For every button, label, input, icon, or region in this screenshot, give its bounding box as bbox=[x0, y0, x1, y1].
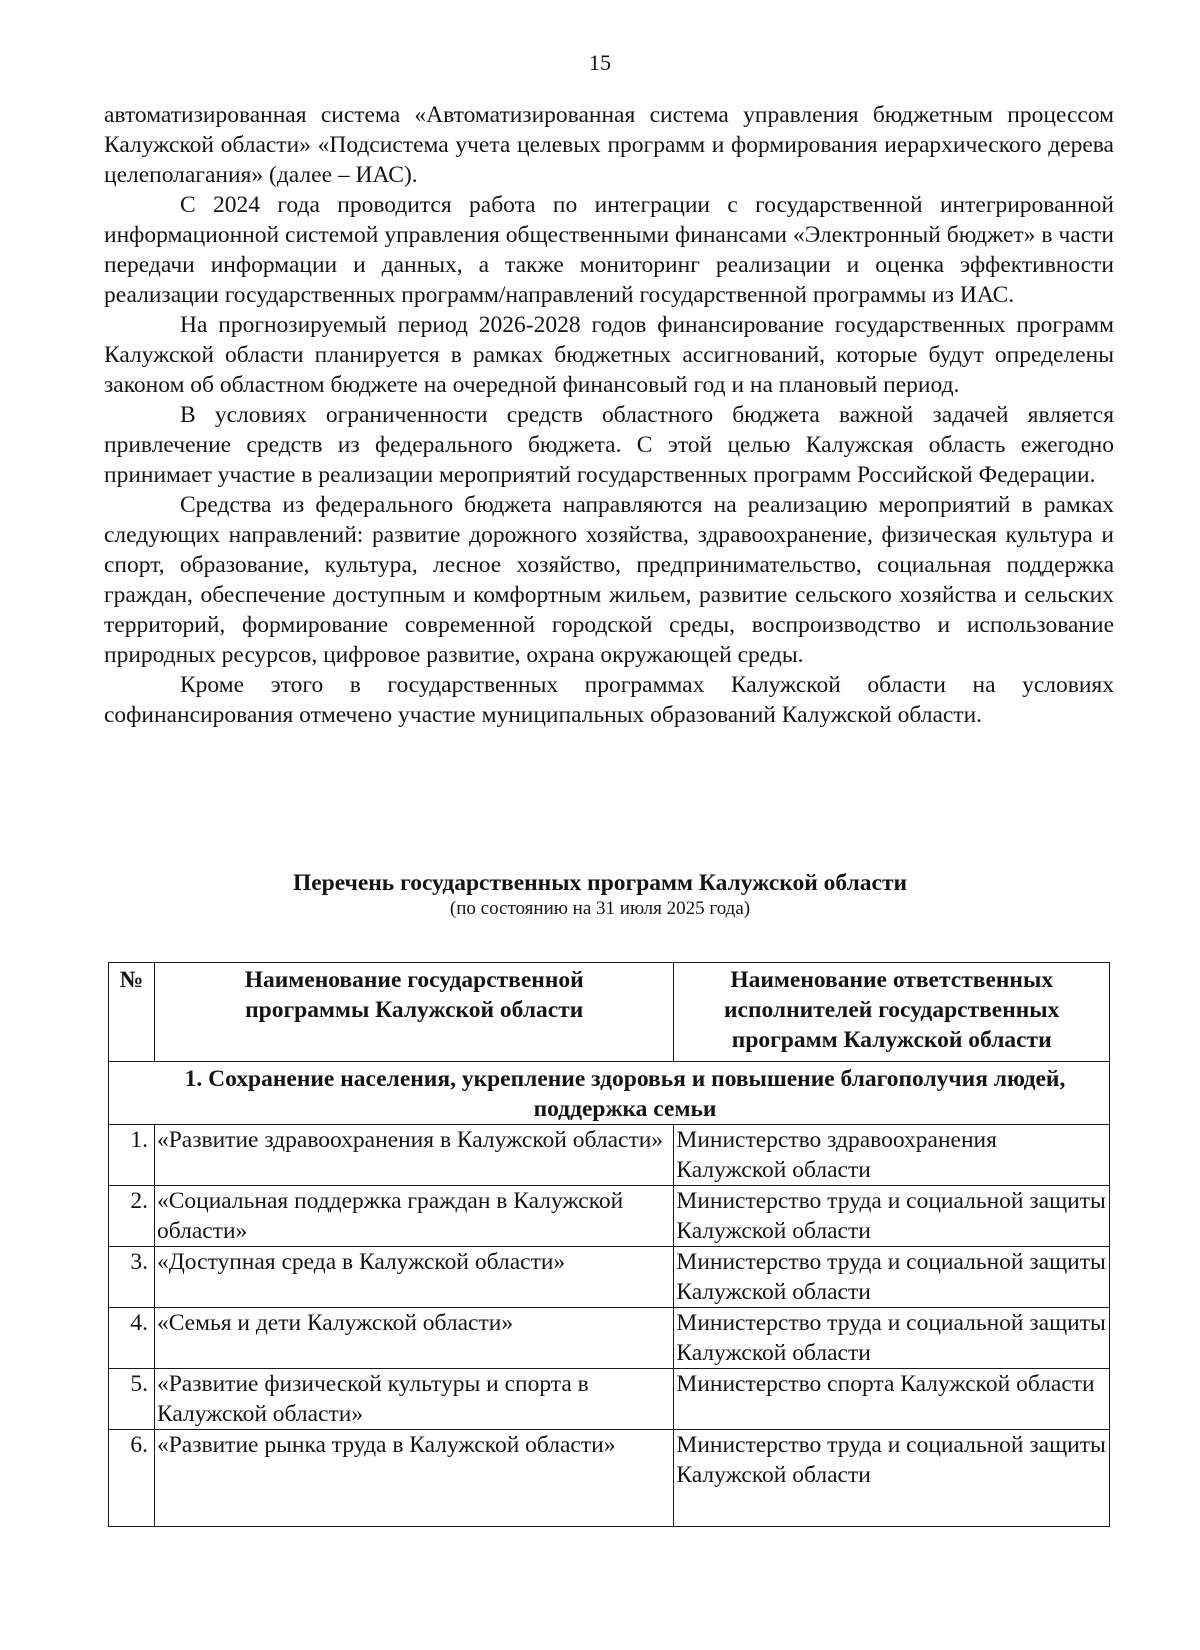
list-title: Перечень государственных программ Калужской области bbox=[292, 870, 908, 896]
paragraph: Кроме этого в государственных программах Калужской области на условиях софинансирования отмечено участие муниципальных образований Калужской области. bbox=[104, 672, 1114, 728]
row-executor: Министерство здравоохранения Калужской области bbox=[674, 1125, 1110, 1186]
row-program: «Развитие здравоохранения в Калужской области» bbox=[154, 1125, 673, 1186]
row-num: 6. bbox=[109, 1430, 155, 1527]
header-program: Наименование государственной программы Калужской области bbox=[154, 963, 673, 1062]
row-executor: Министерство спорта Калужской области bbox=[674, 1369, 1110, 1430]
header-num: № bbox=[109, 963, 155, 1062]
paragraph: На прогнозируемый период 2026-2028 годов финансирование государственных программ Калужской области планируется в рамках бюджетных ассигнований, которые будут определены законом об областном бюджете на очередной финансовый год и на плановый период. bbox=[104, 312, 1114, 398]
row-executor: Министерство труда и социальной защиты Калужской области bbox=[674, 1308, 1110, 1369]
section-title: 1. Сохранение населения, укрепление здоровья и повышение благополучия людей, поддержка семьи bbox=[109, 1062, 1110, 1125]
row-num: 1. bbox=[109, 1125, 155, 1186]
page-number: 15 bbox=[589, 50, 611, 75]
row-num: 3. bbox=[109, 1247, 155, 1308]
table-row bbox=[109, 1430, 1110, 1527]
table-row bbox=[109, 1125, 1110, 1186]
table-row bbox=[109, 1186, 1110, 1247]
table-row bbox=[109, 1308, 1110, 1369]
table-header-row bbox=[109, 963, 1110, 1062]
row-program: «Развитие физической культуры и спорта в Калужской области» bbox=[154, 1369, 673, 1430]
row-num: 5. bbox=[109, 1369, 155, 1430]
paragraph: С 2024 года проводится работа по интеграции с государственной интегрированной информационной системой управления общественными финансами «Электронный бюджет» в части передачи информации и данных, а также мониторинг реализации и оценка эффективности реализации государственных программ/направлений государственной программы из ИАС. bbox=[104, 192, 1114, 308]
table-row bbox=[109, 1247, 1110, 1308]
paragraph: В условиях ограниченности средств областного бюджета важной задачей является привлечение средств из федерального бюджета. С этой целью Калужская область ежегодно принимает участие в реализации мероприятий государственных программ Российской Федерации. bbox=[104, 402, 1114, 488]
body-text bbox=[104, 100, 1114, 730]
section-row bbox=[109, 1062, 1110, 1125]
paragraph: Средства из федерального бюджета направляются на реализацию мероприятий в рамках следующих направлений: развитие дорожного хозяйства, здравоохранение, физическая культура и спорт, образование, культура, лесное хозяйство, предпринимательство, социальная поддержка граждан, обеспечение доступным и комфортным жильем, развитие сельского хозяйства и сельских территорий, формирование современной городской среды, воспроизводство и использование природных ресурсов, цифровое развитие, охрана окружающей среды. bbox=[104, 492, 1114, 668]
programs-table bbox=[108, 962, 1110, 1527]
row-program: «Социальная поддержка граждан в Калужской области» bbox=[154, 1186, 673, 1247]
row-num: 4. bbox=[109, 1308, 155, 1369]
table-row bbox=[109, 1369, 1110, 1430]
row-executor: Министерство труда и социальной защиты Калужской области bbox=[674, 1186, 1110, 1247]
row-executor: Министерство труда и социальной защиты Калужской области bbox=[674, 1247, 1110, 1308]
row-executor: Министерство труда и социальной защиты Калужской области bbox=[674, 1430, 1110, 1527]
row-program: «Развитие рынка труда в Калужской области» bbox=[154, 1430, 673, 1527]
list-subtitle: (по состоянию на 31 июля 2025 года) bbox=[449, 898, 751, 919]
row-num: 2. bbox=[109, 1186, 155, 1247]
paragraph: автоматизированная система «Автоматизированная система управления бюджетным процессом Калужской области» «Подсистема учета целевых программ и формирования иерархического дерева целеполагания» (далее – ИАС). bbox=[104, 102, 1114, 188]
header-executors: Наименование ответственных исполнителей государственных программ Калужской области bbox=[674, 963, 1110, 1062]
row-program: «Доступная среда в Калужской области» bbox=[154, 1247, 673, 1308]
row-program: «Семья и дети Калужской области» bbox=[154, 1308, 673, 1369]
programs-list-heading bbox=[0, 868, 1200, 920]
